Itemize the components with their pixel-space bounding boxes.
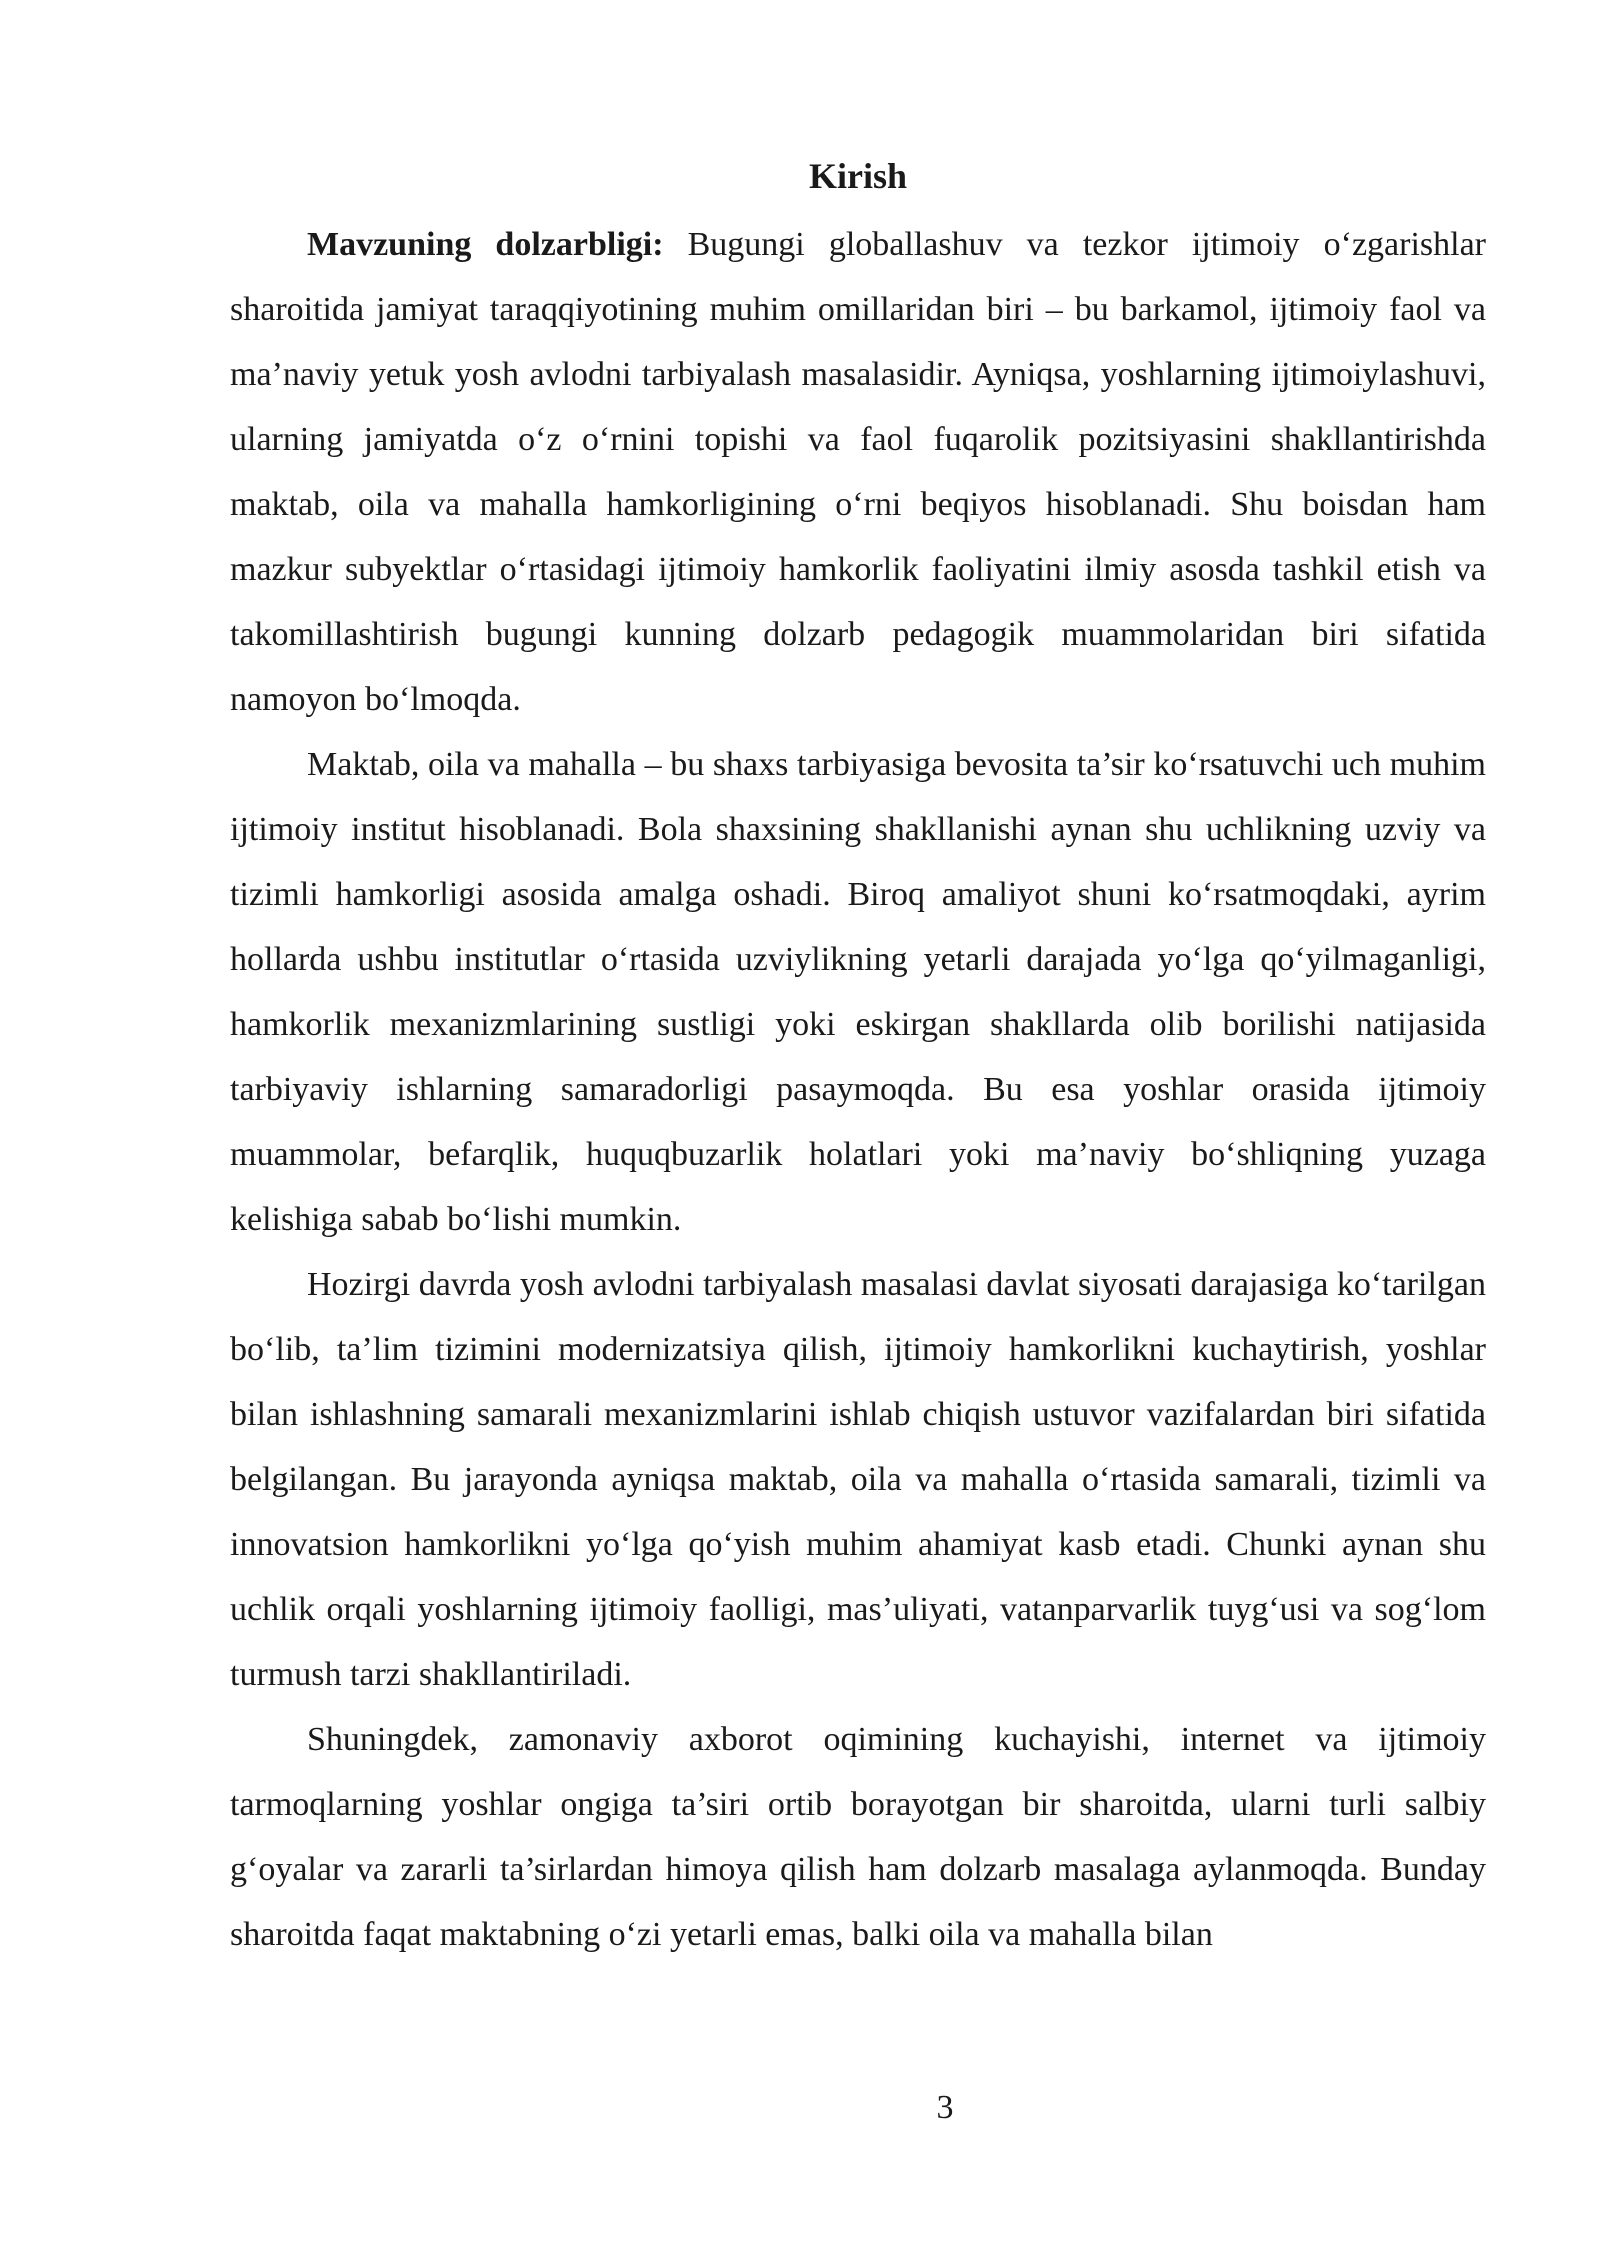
- page-number: 3: [936, 2089, 954, 2126]
- section-heading: Kirish: [808, 156, 907, 196]
- paragraph-1: [230, 212, 1486, 732]
- paragraph-text: Hozirgi davrda yosh avlodni tarbiyalash masalasi davlat siyosati darajasiga ko‘tarilgan bo‘lib, ta’lim tizimini modernizatsiya qilish, ijtimoiy hamkorlikni kuchaytirish, yoshlar bilan ishlashning samarali mexanizmlarini ishlab chiqish ustuvor vazifalardan biri sifatida belgilangan. Bu jarayonda ayniqsa maktab, oila va mahalla o‘rtasida samarali, tizimli va innovatsion hamkorlikni yo‘lga qo‘yish muhim ahamiyat kasb etadi. Chunki aynan shu uchlik orqali yoshlarning ijtimoiy faolligi, mas’uliyati, vatanparvarlik tuyg‘usi va sog‘lom turmush tarzi shakllantiriladi.: [230, 1266, 1486, 1693]
- paragraph-text: Bugungi globallashuv va tezkor ijtimoiy o‘zgarishlar sharoitida jamiyat taraqqiyotining muhim omillaridan biri – bu barkamol, ijtimoiy faol va ma’naviy yetuk yosh avlodni tarbiyalash masalasidir. Ayniqsa, yoshlarning ijtimoiylashuvi, ularning jamiyatda o‘z o‘rnini topishi va faol fuqarolik pozitsiyasini shakllantirishda maktab, oila va mahalla hamkorligining o‘rni beqiyos hisoblanadi. Shu boisdan ham mazkur subyektlar o‘rtasidagi ijtimoiy hamkorlik faoliyatini ilmiy asosda tashkil etish va takomillashtirish bugungi kunning dolzarb pedagogik muammolaridan biri sifatida namoyon bo‘lmoqda.: [230, 226, 1486, 718]
- paragraph-4: [230, 1707, 1486, 1967]
- paragraph-text: Shuningdek, zamonaviy axborot oqimining kuchayishi, internet va ijtimoiy tarmoqlarning yoshlar ongiga ta’siri ortib borayotgan bir sharoitda, ularni turli salbiy g‘oyalar va zararli ta’sirlardan himoya qilish ham dolzarb masalaga aylanmoqda. Bunday sharoitda faqat maktabning o‘zi yetarli emas, balki oila va mahalla bilan: [230, 1721, 1486, 1953]
- paragraph-2: [230, 732, 1486, 1252]
- paragraph-text: Maktab, oila va mahalla – bu shaxs tarbiyasiga bevosita ta’sir ko‘rsatuvchi uch muhim ijtimoiy institut hisoblanadi. Bola shaxsining shakllanishi aynan shu uchlikning uzviy va tizimli hamkorligi asosida amalga oshadi. Biroq amaliyot shuni ko‘rsatmoqdaki, ayrim hollarda ushbu institutlar o‘rtasida uzviylikning yetarli darajada yo‘lga qo‘yilmaganligi, hamkorlik mexanizmlarining sustligi yoki eskirgan shakllarda olib borilishi natijasida tarbiyaviy ishlarning samaradorligi pasaymoqda. Bu esa yoshlar orasida ijtimoiy muammolar, befarqlik, huquqbuzarlik holatlari yoki ma’naviy bo‘shliqning yuzaga kelishiga sabab bo‘lishi mumkin.: [230, 746, 1486, 1238]
- paragraph-3: [230, 1252, 1486, 1707]
- document-body: [230, 148, 1486, 1967]
- paragraph-lead: Mavzuning dolzarbligi:: [307, 226, 664, 263]
